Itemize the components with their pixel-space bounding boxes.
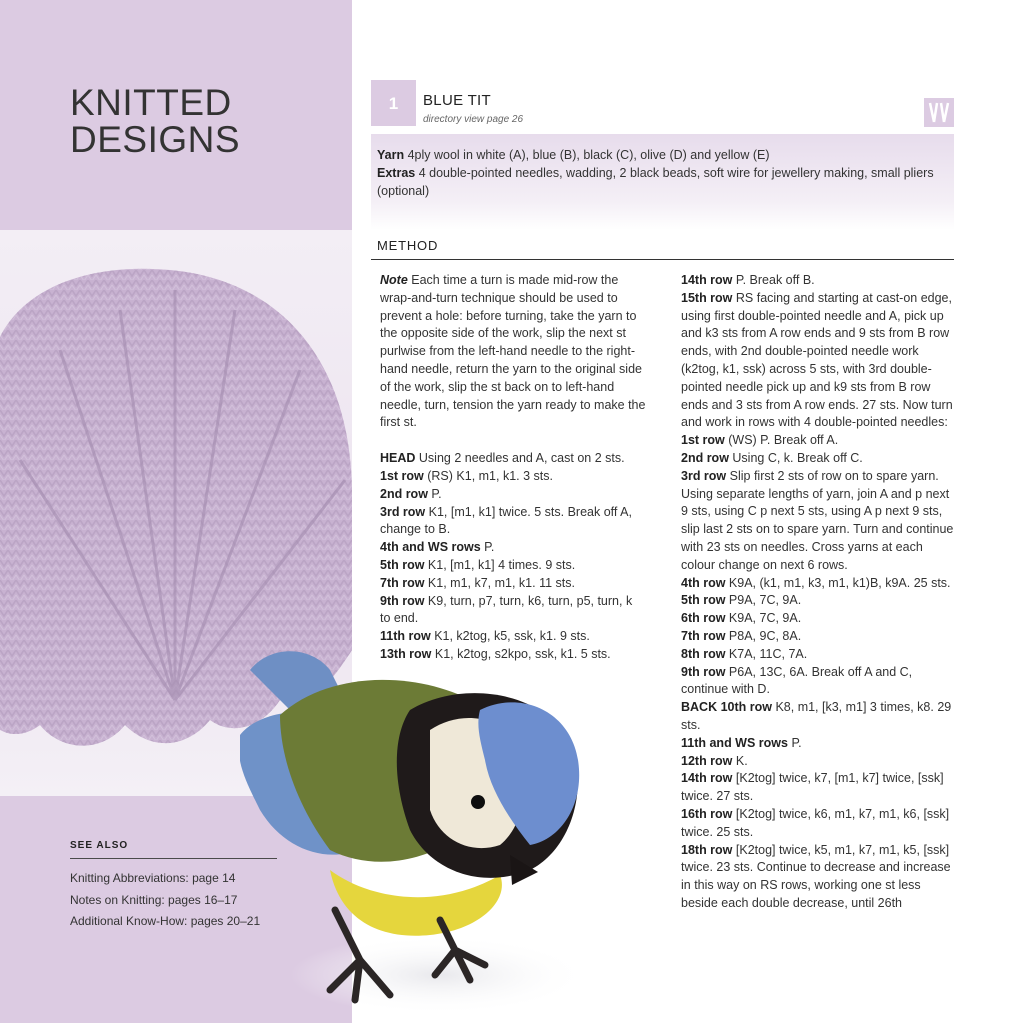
method-row: 12th row K. [681,753,748,768]
materials-extras: Extras 4 double-pointed needles, wadding, 2 black beads, soft wire for jewellery making, small pliers (optional) [377,166,934,198]
method-row: 7th row P8A, 9C, 8A. [681,628,802,643]
method-row: 7th row K1, m1, k7, m1, k1. 11 sts. [380,575,575,590]
method-row: 9th row K9, turn, p7, turn, k6, turn, p5, turn, k to end. [380,593,633,626]
method-row: 15th row RS facing and starting at cast-on edge, using first double-pointed needle and A, pick up and k3 sts from A row ends and 9 sts from B row ends, with 2nd double-pointed needle work (k2tog, k1, ssk) across 5 sts, with 3rd double-pointed needle pick up and k9 sts from B row ends and 3 sts from A row ends. 27 sts. Now turn and work in rows with 4 double-pointed needles: [681,290,953,430]
method-row: 18th row [K2tog] twice, k5, m1, k7, m1, k5, [ssk] twice. 23 sts. Continue to decrease and increase in this way on RS rows, working one st less beside each double decrease, until 26th [681,842,951,910]
see-also-item: Knitting Abbreviations: page 14 [70,871,236,885]
method-heading: METHOD [377,238,439,253]
method-row: 16th row [K2tog] twice, k6, m1, k7, m1, k6, [ssk] twice. 25 sts. [681,806,950,839]
method-row: 11th row K1, k2tog, k5, ssk, k1. 9 sts. [380,629,590,644]
blue-tit-icon [240,640,590,1023]
method-row: 4th and WS rows P. [380,540,495,555]
materials-box [371,134,954,230]
method-row: 5th row K1, [m1, k1] 4 times. 9 sts. [380,557,576,572]
pattern-title: BLUE TIT [423,92,491,109]
section-title: KNITTED DESIGNS [70,82,241,160]
knitted-blue-tit-photo [240,640,590,1023]
method-row: 14th row [K2tog] twice, k7, [m1, k7] twice, [ssk] twice. 27 sts. [681,771,944,804]
method-row: 3rd row Slip first 2 sts of row on to spare yarn. Using separate lengths of yarn, join A and p next 9 sts, using C p next 5 sts, using A p next 9 sts, slip last 2 sts on to spare yarn. Turn and continue with 23 sts on needles. Cross yarns at each colour change on next 6 rows. [681,468,954,572]
see-also-title: SEE ALSO [70,840,129,851]
method-row: 6th row K9A, 7C, 9A. [681,611,802,626]
see-also-list [70,868,260,933]
see-also-item: Additional Know-How: pages 20–21 [70,914,261,928]
publisher-logo-icon [924,98,954,127]
see-also-item: Notes on Knitting: pages 16–17 [70,892,238,907]
method-row: HEAD Using 2 needles and A, cast on 2 sts. [380,451,625,466]
method-row: 2nd row Using C, k. Break off C. [681,450,863,465]
method-row: 1st row (RS) K1, m1, k1. 3 sts. [380,468,553,483]
method-row: 3rd row K1, [m1, k1] twice. 5 sts. Break off A, change to B. [380,504,632,537]
divider [371,259,954,260]
method-row: 4th row K9A, (k1, m1, k3, m1, k1)B, k9A. 25 sts. [681,575,951,590]
method-column-2 [681,272,954,913]
method-row: 14th row P. Break off B. [681,273,815,287]
materials-yarn: Yarn 4ply wool in white (A), blue (B), black (C), olive (D) and yellow (E) [377,148,770,162]
method-row: 5th row P9A, 7C, 9A. [681,593,802,608]
method-row: 1st row (WS) P. Break off A. [681,433,839,448]
pattern-number: 1 [371,80,416,126]
method-note: Note Each time a turn is made mid-row the wrap-and-turn technique should be used to prevent a hole: before turning, take the yarn to the opposite side of the work, slip the next st purlwise from the left-hand needle to the right-hand needle, return the yarn to the original side of the work, slip the st back on to left-hand needle, turn, tension the yarn ready to make the first st. [380,273,646,430]
method-row: 13th row K1, k2tog, s2kpo, ssk, k1. 5 sts. [380,646,611,661]
pattern-subtitle: directory view page 26 [423,114,524,125]
method-row: 11th and WS rows P. [681,735,802,750]
method-row: BACK 10th row K8, m1, [k3, m1] 3 times, k8. 29 sts. [681,700,952,732]
method-column-1 [380,272,646,664]
method-row: 2nd row P. [380,486,442,501]
method-row: 8th row K7A, 11C, 7A. [681,646,808,661]
method-rows [380,450,646,664]
method-row: 9th row P6A, 13C, 6A. Break off A and C, continue with D. [681,664,913,697]
